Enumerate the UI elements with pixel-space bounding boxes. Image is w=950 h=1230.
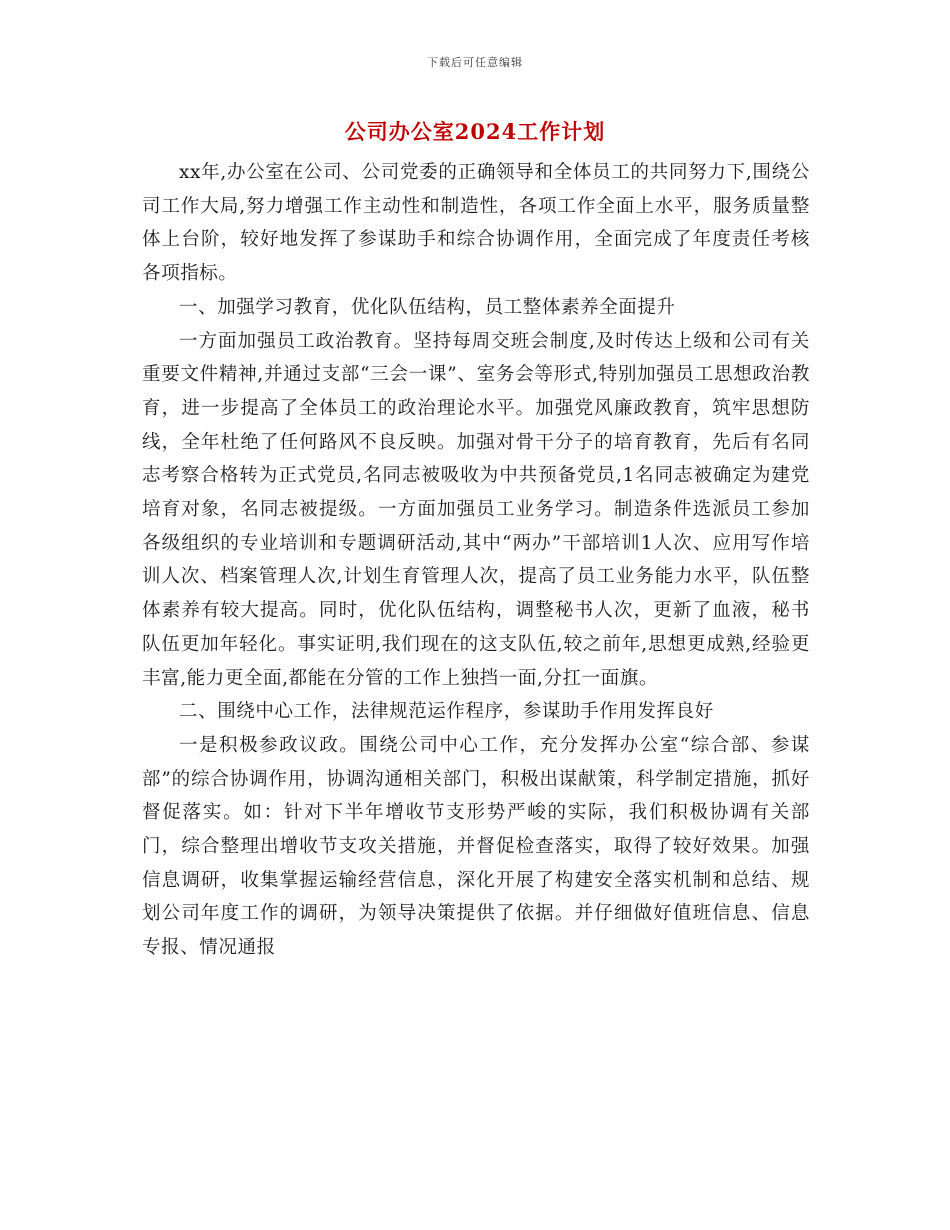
- document-title: 公司办公室2024工作计划: [344, 119, 606, 144]
- section-heading-2: 二、围绕中心工作，法律规范运作程序，参谋助手作用发挥良好: [179, 701, 714, 723]
- page-header-note: 下载后可任意编辑: [427, 56, 523, 69]
- paragraph-section-2: 一是积极参政议政。围绕公司中心工作，充分发挥办公室“综合部、参谋部”的综合协调作用，协调沟通相关部门，积极出谋献策，科学制定措施，抓好督促落实。如：针对下半年增收节支形势严峻的实际，我们积极协调有关部门，综合整理出增收节支攻关措施，并督促检查落实，取得了较好效果。加强信息调研，收集掌握运输经营信息，深化开展了构建安全落实机制和总结、规划公司年度工作的调研，为领导决策提供了依据。并仔细做好值班信息、信息专报、情况通报: [142, 734, 810, 959]
- paragraph-intro: xx年,办公室在公司、公司党委的正确领导和全体员工的共同努力下,围绕公司工作大局,努力增强工作主动性和制造性，各项工作全面上水平，服务质量整体上台阶，较好地发挥了参谋助手和综合协调作用，全面完成了年度责任考核各项指标。: [142, 162, 810, 285]
- document-body: [142, 156, 810, 965]
- section-heading-1: 一、加强学习教育，优化队伍结构，员工整体素养全面提升: [179, 296, 676, 318]
- paragraph-section-1: 一方面加强员工政治教育。坚持每周交班会制度,及时传达上级和公司有关重要文件精神,并通过支部“三会一课”、室务会等形式,特别加强员工思想政治教育，进一步提高了全体员工的政治理论水平。加强党风廉政教育，筑牢思想防线，全年杜绝了任何路风不良反映。加强对骨干分子的培育教育，先后有名同志考察合格转为正式党员,名同志被吸收为中共预备党员,1名同志被确定为建党培育对象，名同志被提级。一方面加强员工业务学习。制造条件选派员工参加各级组织的专业培训和专题调研活动,其中“两办”干部培训1人次、应用写作培训人次、档案管理人次,计划生育管理人次，提高了员工业务能力水平，队伍整体素养有较大提高。同时，优化队伍结构，调整秘书人次，更新了血液，秘书队伍更加年轻化。事实证明,我们现在的这支队伍,较之前年,思想更成熟,经验更丰富,能力更全面,都能在分管的工作上独挡一面,分扛一面旗。: [142, 330, 810, 689]
